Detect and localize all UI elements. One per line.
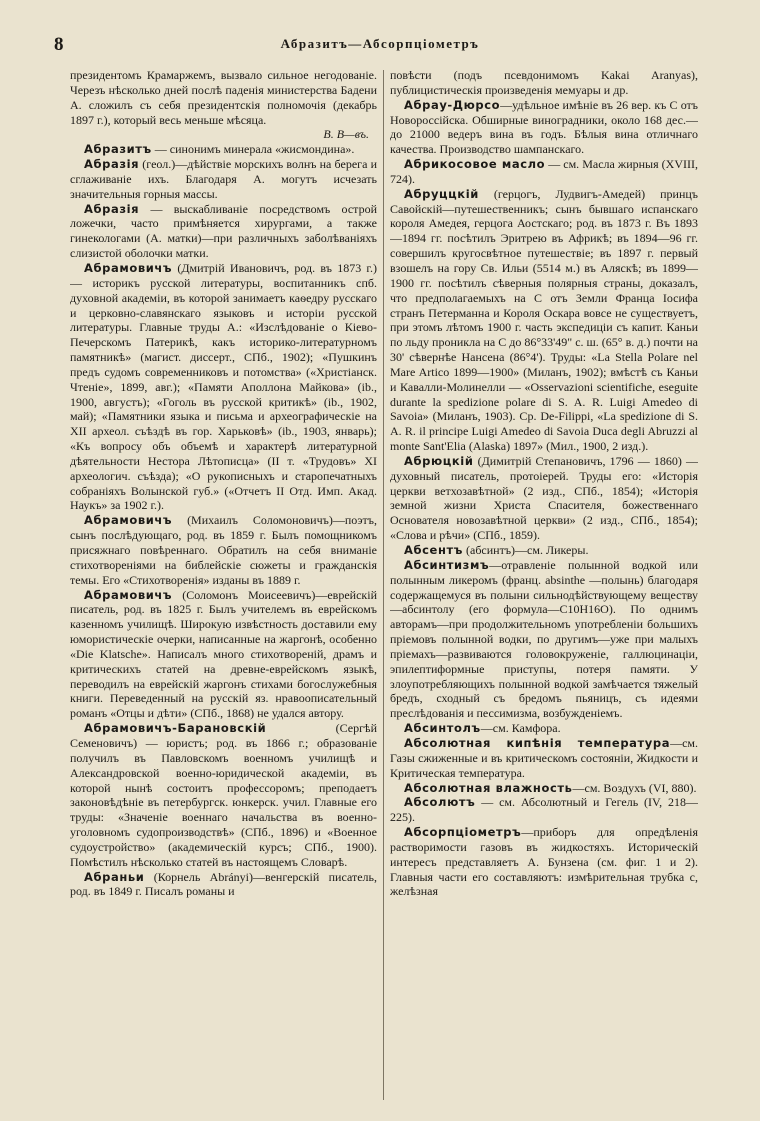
entry	[390, 721, 698, 736]
entry-headword: Абсентъ	[404, 543, 463, 557]
entry-headword: Абрамовичъ	[84, 587, 173, 602]
column-divider	[383, 70, 384, 1100]
entry-headword: Абрау-Дюрсо	[404, 97, 501, 112]
right-column	[390, 68, 698, 1108]
entry	[390, 825, 698, 899]
entry-headword: Абрикосовое масло	[404, 157, 546, 172]
entry-text: —см. Камфора.	[480, 721, 561, 736]
entry-text: —см. Газы сжиженные и въ критическомъ состояніи, Жидкости и Критическая температура.	[390, 735, 698, 780]
entry-headword: Абрамовичъ	[84, 260, 173, 275]
entry	[390, 558, 698, 721]
entry-text: — синонимъ минерала «жисмондина».	[151, 142, 355, 157]
entry-text: повѣсти (подъ псевдонимомъ Kakai Aranyas), публицистическія произведенія мемуары и др.	[390, 68, 698, 97]
entry	[70, 142, 377, 157]
entry-text: (Димитрій Степановичъ, 1796 — 1860) — духовный писатель, протоіерей. Труды его: «Исторія церкви ветхозавѣтной» (2 изд., СПб., 1854); «Исторія земной жизни Христа Спасителя, божественнаго Основателя новозавѣтной церкви» (2 изд., СПб., 1854); «Слова и рѣчи» (СПб., 1859).	[390, 453, 698, 543]
entry	[70, 202, 377, 261]
entry-headword: Абсолютная кипѣнія температура	[404, 735, 671, 750]
entry-headword: Абсинтолъ	[404, 721, 481, 736]
entry-headword: Абруццкій	[404, 186, 479, 201]
entry-headword: Абрамовичъ-Барановскій	[84, 721, 267, 736]
entry-headword: Абразитъ	[84, 142, 152, 157]
entry-text: (Корнель Abrányi)—венгерскій писатель, род. въ 1849 г. Писалъ романы и	[70, 869, 377, 899]
entry-text: (Дмитрій Ивановичъ, род. въ 1873 г.) — историкъ русской литературы, воспитанникъ спб. духовной академіи, въ которой занимаетъ каѳедру русскаго и церковно-славянскаго языковъ и исторіи русской литературы. Главные труды А.: «Изслѣдованіе о Кіево-Печерскомъ Патерикѣ, какъ историко-литературномъ памятникѣ» (магист. диссерт., СПб., 1902); «Пушкинъ предъ судомъ современниковъ и потомства» («Христіанск. Чтеніе», 1899, авг.); «Памяти Аполлона Майкова» (ib., 1900, августъ); «Гоголь въ русской критикѣ» (ib., 1902, май); «Памятники языка и письма и археографическіе на XII археол. съѣздѣ въ гор. Харьковѣ» (ib., 1903, январь); «Къ вопросу объ объемѣ и характерѣ литературной дѣятельности Нестора Лѣтописца» (II т. «Трудовъ» XI археологич. съѣзда); «О рукописныхъ и старопечатныхъ собраніяхъ Волынской губ.» («Отчетъ II Отд. Имп. Акад. Наукъ» за 1902 г.).	[70, 260, 377, 513]
entry-headword: Абсолютная влажность	[404, 780, 573, 795]
entry-headword: Абразія	[84, 157, 140, 172]
entry	[390, 736, 698, 781]
entry-text: (Сергѣй Семеновичъ) — юристъ; род. въ 1866 г.; образованіе получилъ въ Павловскомъ военномъ училищѣ и Александровской военно-юридической академіи, въ которой нынѣ состоитъ профессоромъ; преподаетъ законовѣдѣніе въ петербургск. юнкерск. учил. Главные его труды: «Значеніе военнаго начальства въ военно-уголовномъ судопроизводствѣ» (СПб., 1896) и «Военное судоустройство» (академическій курсъ; СПб., 1900). Помѣстилъ нѣсколько статей въ настоящемъ Словарѣ.	[70, 721, 377, 869]
left-column	[70, 68, 377, 1108]
entry-headword: Абраньи	[84, 869, 145, 884]
entry-text: президентомъ Крамаржемъ, вызвало сильное негодованіе. Черезъ нѣсколько дней послѣ паденія министерства Бадени А. сложилъ съ себя президентскія полномочія (декабрь 1897 г.), который весь меньше мѣсяца.	[70, 68, 377, 127]
entry-headword: Абсорпціометръ	[404, 825, 522, 840]
entry	[390, 157, 698, 187]
entry	[70, 588, 377, 722]
entry	[70, 513, 377, 587]
entry-text: — см. Абсолютный и Гегель (IV, 218—225).	[390, 795, 698, 825]
entry-headword: Абсинтизмъ	[404, 557, 490, 572]
entry	[390, 543, 698, 558]
running-head: Абразитъ—Абсорпціометръ	[280, 36, 480, 51]
entry	[390, 98, 698, 157]
entry-text: —отравленіе полынной водкой или полынным ликеромъ (франц. absinthe —полынь) благодаря содержащемуся въ полыни сильнодѣйствующему веществу—абсинтолу (его формула—C10H16O). По однимъ авторамъ—при продолжительномъ употребленіи большихъ пріемовъ полынной водки, по другимъ—уже при малыхъ пріемахъ—развиваются головокруженіе, галлюцинаціи, эпилептиформные приступы, потеря памяти. У злоупотребляющихъ полынной водкой замѣчается тяжелый бредъ, сходный съ бредомъ пьяницъ, съ идеями преслѣдованія и пессимизма, возбужденіемъ.	[390, 557, 698, 721]
entry-text: — см. Масла жирныя (XVIII, 724).	[390, 157, 698, 186]
entry	[390, 187, 698, 454]
entry	[70, 261, 377, 513]
entry	[70, 157, 377, 202]
entry	[390, 795, 698, 825]
entry-text: (геол.)—дѣйствіе морскихъ волнъ на берега и сглаживаніе ихъ. Благодаря А. могутъ исчезать значительныя горныя массы.	[70, 157, 377, 201]
entry	[70, 870, 377, 900]
entry-continuation	[70, 68, 377, 127]
entry-headword: Абразія	[84, 201, 140, 216]
entry-text: —см. Воздухъ (VI, 880).	[572, 780, 697, 795]
author-signature	[70, 127, 377, 142]
page-number: 8	[54, 34, 64, 55]
entry-text: — выскабливаніе посредствомъ острой ложечки, часто примѣняется хирургами, а также гинекологами (А. матки)—при различныхъ заболѣваніяхъ слизистой оболочки матки.	[70, 201, 377, 261]
entry-headword: Абрамовичъ	[84, 513, 173, 528]
entry-text: (герцогъ, Лудвигъ-Амедей) принцъ Савойскій—путешественникъ; сынъ бывшаго испанскаго короля Амедея, герцога Аостскаго; род. въ 1873 г. Въ 1893—1894 гг. посѣтилъ Эритрею въ Африкѣ; въ 1894—96 гг. совершилъ кругосвѣтное путешествіе; въ 1897 г. первый взошелъ на гору Св. Ильи (5514 м.) въ Аляскѣ; въ 1899—1900 гг. посѣтилъ сѣверныя полярныя страны, доказалъ, что предполагаемыхъ на С отъ Земли Франца Іосифа странъ Петерманна и Короля Оскара вовсе не существуетъ, при этомъ лѣтомъ 1900 г. часть экспедиціи съ капит. Каньи по льду проникла на С до 86°33'49" с. ш. (65° в. д.) почти на 30' сѣвернѣе Нансена (86°4'). Труды: «La Stella Polare nel Mare Artico 1899—1900» (Миланъ, 1902); вмѣстѣ съ Каньи и Кавалли-Молинелли — «Osservazioni scientifiche, eseguite durante la spedizione polare di S. A. R. Luigi Amedeo di Savoia» (Миланъ, 1903). Ср. De-Filippi, «La spedizione di S. A. R. il principe Luigi Amedeo di Savoia Duca degli Abruzzi al monte Sant'Elia (Alaska) 1897» (Мил., 1900, 2 изд.).	[390, 186, 698, 454]
entry-text: (абсинтъ)—см. Ликеры.	[463, 543, 589, 557]
entry-text: —удѣльное имѣніе въ 26 вер. къ С отъ Новороссійска. Обширные виноградники, около 168 дес.—до 21000 ведеръ вина въ годъ. Бѣлыя вина отличнаго качества. Производство шампанскаго.	[390, 97, 698, 157]
entry	[390, 781, 698, 796]
entry-text: В. В—въ.	[323, 127, 369, 142]
entry-headword: Абрюцкій	[404, 453, 474, 468]
entry-continuation	[390, 68, 698, 98]
entry-headword: Абсолютъ	[404, 795, 476, 810]
entry	[390, 454, 698, 543]
entry-text: (Соломонъ Моисеевичъ)—еврейскій писатель, род. въ 1825 г. Былъ учителемъ въ еврейскомъ казенномъ училищѣ. Широкую извѣстность доставили ему юмористическіе очерки, написанные на жаргонѣ, особенно «Die Klatsche». Написалъ много стихотвореній, драмъ и критическихъ статей на древне-еврейскомъ языкѣ, переводилъ на еврейскій жаргонъ стихами богослужебныя книги. Переведенный на русскій яз. нравоописательный романъ «Отцы и дѣти» (СПб., 1868) не удался автору.	[70, 587, 377, 721]
entry	[70, 721, 377, 869]
entry-text: —приборъ для опредѣленія растворимости газовъ въ жидкостяхъ. Историческій интересъ представляетъ А. Бунзена (см. фиг. 1 и 2). Главныя части его составляютъ: измѣрительная трубка c, желѣзная	[390, 825, 698, 899]
entry-text: (Михаилъ Соломоновичъ)—поэтъ, сынъ послѣдующаго, род. въ 1859 г. Былъ помощникомъ присяжнаго повѣреннаго. Обратилъ на себя вниманіе стихотвореніями на библейскіе сюжеты и гражданскія темы. Его «Стихотворенія» изданы въ 1889 г.	[70, 513, 377, 587]
